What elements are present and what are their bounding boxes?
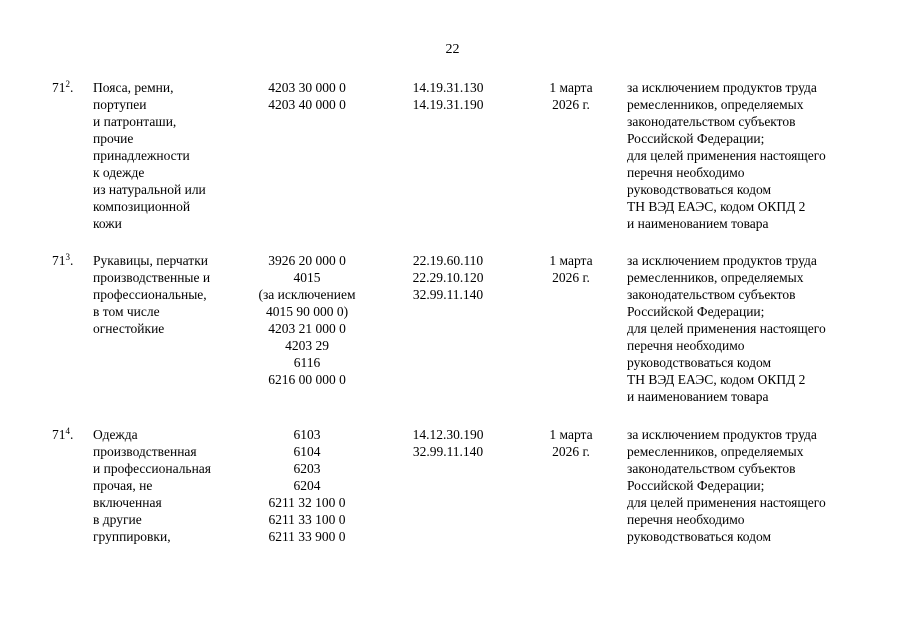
- item-number: $71^4$.: [52, 426, 74, 442]
- tnved-code: 6104: [293, 444, 321, 459]
- note-line: руководствоваться кодом: [627, 355, 771, 370]
- tnved-code: (за исключением: [258, 287, 356, 302]
- tnved-code: 4203 21 000 0: [268, 321, 346, 336]
- product-name-line: композиционной: [93, 199, 191, 214]
- date-line: 1 марта: [549, 427, 593, 442]
- product-name-line: портупеи: [93, 97, 147, 112]
- tnved-code: 4015 90 000 0): [265, 304, 349, 319]
- note: [627, 79, 867, 232]
- product-name-line: принадлежности: [93, 148, 190, 163]
- note-line: перечня необходимо: [627, 512, 745, 527]
- effective-date: [536, 79, 606, 113]
- tnved-code: 6216 00 000 0: [268, 372, 346, 387]
- okpd-codes: [393, 426, 503, 460]
- note-line: законодательством субъектов: [627, 287, 796, 302]
- note-line: и наименованием товара: [627, 389, 769, 404]
- date-line: 1 марта: [549, 253, 593, 268]
- item-number-main: 71: [52, 253, 66, 268]
- note-line: перечня необходимо: [627, 165, 745, 180]
- item-number-superscript: 4: [65, 426, 70, 436]
- item-number: $71^2$.: [52, 79, 74, 95]
- note-line: для целей применения настоящего: [627, 321, 826, 336]
- tnved-code: 6203: [293, 461, 321, 476]
- note-line: за исключением продуктов труда: [627, 253, 817, 268]
- note-line: для целей применения настоящего: [627, 148, 826, 163]
- item-number: $71^3$.: [52, 252, 74, 268]
- tnved-code: 3926 20 000 0: [268, 253, 346, 268]
- product-name-line: к одежде: [93, 165, 145, 180]
- note-line: ремесленников, определяемых: [627, 444, 804, 459]
- okpd-codes: [393, 252, 503, 303]
- tnved-code: 6211 33 100 0: [268, 512, 346, 527]
- product-name-line: Рукавицы, перчатки: [93, 253, 208, 268]
- note-line: Российской Федерации;: [627, 304, 765, 319]
- tnved-code: 4203 29: [285, 338, 329, 353]
- product-name-line: Одежда: [93, 427, 138, 442]
- note-line: для целей применения настоящего: [627, 495, 826, 510]
- note-line: руководствоваться кодом: [627, 529, 771, 544]
- tnved-code: 6211 33 900 0: [268, 529, 346, 544]
- note-line: законодательством субъектов: [627, 114, 796, 129]
- note-line: ремесленников, определяемых: [627, 97, 804, 112]
- product-name-line: и профессиональная: [93, 461, 212, 476]
- tnved-code: 6116: [293, 355, 321, 370]
- tnved-code: 4015: [293, 270, 321, 285]
- date-line: 2026 г.: [552, 97, 590, 112]
- tnved-code: 6103: [293, 427, 321, 442]
- note-line: за исключением продуктов труда: [627, 427, 817, 442]
- product-name-line: группировки,: [93, 529, 171, 544]
- note-line: за исключением продуктов труда: [627, 80, 817, 95]
- tnved-codes: [242, 426, 372, 545]
- product-name: [93, 426, 243, 545]
- product-name-line: производственные и: [93, 270, 211, 285]
- tnved-code: 4203 30 000 0: [268, 80, 346, 95]
- product-name-line: профессиональные,: [93, 287, 207, 302]
- item-number-superscript: 2: [65, 79, 70, 89]
- note-line: руководствоваться кодом: [627, 182, 771, 197]
- tnved-code: 6211 32 100 0: [268, 495, 346, 510]
- item-number-superscript: 3: [65, 252, 70, 262]
- tnved-codes: [242, 79, 372, 113]
- okpd-code: 32.99.11.140: [412, 444, 484, 459]
- effective-date: [536, 426, 606, 460]
- okpd-code: 22.29.10.120: [412, 270, 484, 285]
- note-line: ремесленников, определяемых: [627, 270, 804, 285]
- effective-date: [536, 252, 606, 286]
- product-name-line: из натуральной или: [93, 182, 206, 197]
- tnved-code: 4203 40 000 0: [268, 97, 346, 112]
- tnved-code: 6204: [293, 478, 321, 493]
- okpd-code: 32.99.11.140: [412, 287, 484, 302]
- product-name-line: в другие: [93, 512, 142, 527]
- date-line: 2026 г.: [552, 270, 590, 285]
- product-name-line: в том числе: [93, 304, 160, 319]
- product-name: [93, 252, 243, 337]
- date-line: 2026 г.: [552, 444, 590, 459]
- note: [627, 426, 867, 545]
- product-name-line: и патронташи,: [93, 114, 177, 129]
- product-name-line: прочие: [93, 131, 134, 146]
- page-number: 22: [445, 42, 460, 57]
- note-line: перечня необходимо: [627, 338, 745, 353]
- note-line: Российской Федерации;: [627, 478, 765, 493]
- product-name: [93, 79, 243, 232]
- product-name-line: Пояса, ремни,: [93, 80, 174, 95]
- item-number-main: 71: [52, 427, 66, 442]
- product-name-line: включенная: [93, 495, 162, 510]
- okpd-code: 14.12.30.190: [412, 427, 484, 442]
- date-line: 1 марта: [549, 80, 593, 95]
- okpd-code: 14.19.31.130: [412, 80, 484, 95]
- note-line: Российской Федерации;: [627, 131, 765, 146]
- item-number-main: 71: [52, 80, 66, 95]
- note-line: ТН ВЭД ЕАЭС, кодом ОКПД 2: [627, 372, 806, 387]
- tnved-codes: [242, 252, 372, 388]
- product-name-line: прочая, не: [93, 478, 153, 493]
- product-name-line: производственная: [93, 444, 197, 459]
- note-line: ТН ВЭД ЕАЭС, кодом ОКПД 2: [627, 199, 806, 214]
- note-line: и наименованием товара: [627, 216, 769, 231]
- okpd-code: 22.19.60.110: [412, 253, 484, 268]
- note-line: законодательством субъектов: [627, 461, 796, 476]
- okpd-codes: [393, 79, 503, 113]
- product-name-line: кожи: [93, 216, 122, 231]
- okpd-code: 14.19.31.190: [412, 97, 484, 112]
- note: [627, 252, 867, 405]
- product-name-line: огнестойкие: [93, 321, 165, 336]
